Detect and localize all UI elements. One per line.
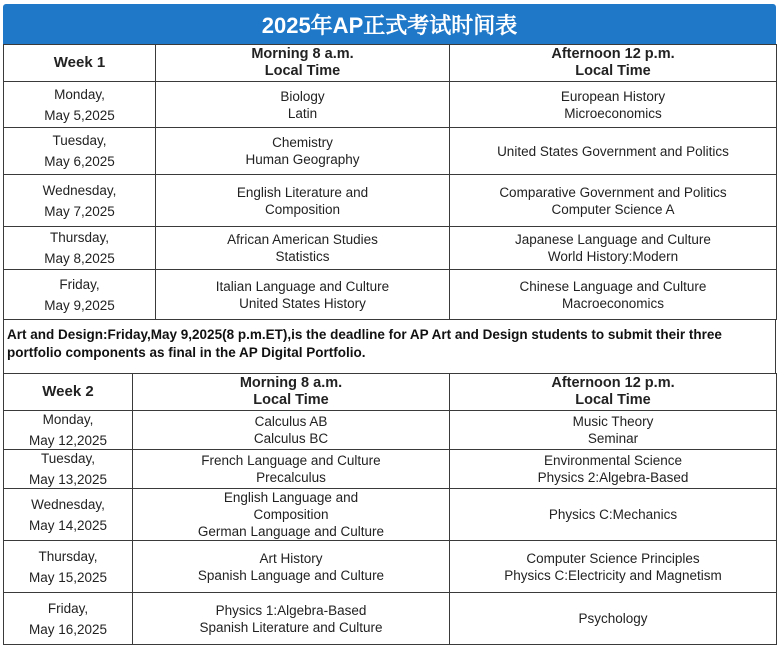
morning-exam-line: Italian Language and Culture <box>215 278 390 294</box>
exam-date-line: Friday, <box>47 600 89 616</box>
morning-exam-line: Spanish Language and Culture <box>197 567 385 583</box>
morning-exam-line: Calculus BC <box>253 431 329 446</box>
exam-date-line: Wednesday, <box>31 496 105 512</box>
afternoon-exam-line: Physics 2:Algebra-Based <box>537 470 689 485</box>
afternoon-exams-cell <box>450 82 777 128</box>
week1-label <box>4 45 156 82</box>
exam-date-line: May 9,2025 <box>44 297 115 313</box>
afternoon-exam-line: Seminar <box>587 431 639 446</box>
morning-exams-cell <box>156 128 450 175</box>
morning-exams-cell <box>156 270 450 320</box>
exam-date-cell <box>4 489 133 541</box>
morning-exam-line: Composition <box>264 201 341 217</box>
schedule-title: 2025年AP正式考试时间表 <box>3 4 776 44</box>
morning-exams-cell <box>133 593 450 645</box>
afternoon-exam-line: Computer Science A <box>551 201 675 217</box>
schedule-row <box>4 82 777 128</box>
week1-header-row <box>4 45 777 82</box>
exam-date-line: May 12,2025 <box>28 433 108 448</box>
afternoon-exam-line: Physics C:Mechanics <box>548 507 678 522</box>
afternoon-header <box>450 374 777 411</box>
afternoon-exams-cell <box>450 411 777 450</box>
afternoon-exams-cell <box>450 227 777 270</box>
afternoon-exam-line: Physics C:Electricity and Magnetism <box>504 567 722 583</box>
art-design-deadline-note: Art and Design:Friday,May 9,2025(8 p.m.ET),is the deadline for AP Art and Design students to submit their three portfolio components as final in the AP Digital Portfolio. <box>3 319 776 373</box>
schedule-row <box>4 541 777 593</box>
afternoon-header-line: Local Time <box>575 392 651 408</box>
exam-date-line: May 6,2025 <box>44 154 115 169</box>
week1-table <box>3 44 777 320</box>
morning-exam-line: English Language and <box>223 490 359 505</box>
morning-exams-cell <box>156 82 450 128</box>
morning-header-line: Local Time <box>264 63 341 79</box>
afternoon-exam-line: Computer Science Principles <box>526 550 700 566</box>
afternoon-exam-line: Microeconomics <box>564 105 662 121</box>
afternoon-exams-cell <box>450 270 777 320</box>
morning-header-line: Local Time <box>253 392 329 408</box>
morning-exam-line: Latin <box>287 105 318 121</box>
exam-date-cell <box>4 82 156 128</box>
morning-exam-line: United States History <box>239 295 366 311</box>
morning-exams-cell <box>133 489 450 541</box>
exam-date-cell <box>4 450 133 489</box>
morning-exams-cell <box>133 541 450 593</box>
morning-exam-line: English Literature and <box>236 184 369 200</box>
exam-date-line: May 15,2025 <box>28 569 108 585</box>
afternoon-exam-line: Japanese Language and Culture <box>515 232 711 247</box>
morning-header-line: Morning 8 a.m. <box>251 46 354 62</box>
exam-date-line: Wednesday, <box>42 182 117 198</box>
exam-date-line: May 14,2025 <box>28 517 108 533</box>
afternoon-exams-cell <box>450 175 777 227</box>
afternoon-exams-cell <box>450 541 777 593</box>
exam-date-cell <box>4 175 156 227</box>
morning-exam-line: Composition <box>253 507 329 522</box>
exam-date-cell <box>4 593 133 645</box>
exam-date-line: Tuesday, <box>40 451 96 466</box>
week2-label <box>4 374 133 411</box>
exam-date-line: Thursday, <box>49 230 110 245</box>
morning-exam-line: Chemistry <box>272 135 333 150</box>
morning-exams-cell <box>133 411 450 450</box>
exam-date-line: May 16,2025 <box>28 621 108 637</box>
morning-header-line: Morning 8 a.m. <box>239 375 343 391</box>
morning-exam-line: Calculus AB <box>254 414 328 429</box>
afternoon-header <box>450 45 777 82</box>
morning-exam-line: French Language and Culture <box>201 453 381 468</box>
exam-date-cell <box>4 270 156 320</box>
week-label: Week 1 <box>53 54 106 71</box>
afternoon-header-line: Afternoon 12 p.m. <box>551 375 675 391</box>
exam-date-line: May 13,2025 <box>28 472 108 487</box>
exam-date-cell <box>4 227 156 270</box>
morning-exam-line: Human Geography <box>245 152 360 167</box>
morning-exam-line: German Language and Culture <box>197 524 385 539</box>
schedule-row <box>4 489 777 541</box>
afternoon-header-line: Local Time <box>575 63 651 79</box>
exam-date-line: May 5,2025 <box>44 107 115 123</box>
exam-date-line: Monday, <box>42 412 94 427</box>
exam-date-line: Thursday, <box>38 548 98 564</box>
afternoon-exam-line: Psychology <box>578 611 648 626</box>
afternoon-exam-line: Environmental Science <box>543 453 683 468</box>
morning-exam-line: Precalculus <box>256 470 326 485</box>
exam-date-line: May 8,2025 <box>44 251 115 266</box>
morning-exams-cell <box>156 175 450 227</box>
morning-exam-line: Biology <box>280 88 325 104</box>
afternoon-exams-cell <box>450 128 777 175</box>
afternoon-exam-line: United States Government and Politics <box>497 143 729 159</box>
schedule-row <box>4 270 777 320</box>
schedule-row <box>4 450 777 489</box>
morning-exam-line: Statistics <box>275 249 330 264</box>
schedule-row <box>4 175 777 227</box>
afternoon-header-line: Afternoon 12 p.m. <box>551 46 675 62</box>
schedule-row <box>4 128 777 175</box>
morning-exam-line: African American Studies <box>227 232 378 247</box>
schedule-row <box>4 411 777 450</box>
morning-exams-cell <box>156 227 450 270</box>
exam-date-cell <box>4 541 133 593</box>
afternoon-exams-cell <box>450 593 777 645</box>
week2-table <box>3 373 777 645</box>
afternoon-exam-line: Chinese Language and Culture <box>519 278 707 294</box>
week2-header-row <box>4 374 777 411</box>
afternoon-exam-line: Macroeconomics <box>561 295 665 311</box>
afternoon-exam-line: Comparative Government and Politics <box>499 184 727 200</box>
morning-header <box>133 374 450 411</box>
morning-exam-line: Spanish Literature and Culture <box>199 619 383 635</box>
exam-date-line: Monday, <box>54 86 105 102</box>
exam-date-cell <box>4 411 133 450</box>
afternoon-exam-line: World History:Modern <box>547 249 679 264</box>
exam-date-cell <box>4 128 156 175</box>
week-label: Week 2 <box>42 383 94 400</box>
afternoon-exams-cell <box>450 450 777 489</box>
afternoon-exams-cell <box>450 489 777 541</box>
exam-date-line: Friday, <box>59 276 100 292</box>
afternoon-exam-line: European History <box>560 88 666 104</box>
morning-header <box>156 45 450 82</box>
afternoon-exam-line: Music Theory <box>572 414 654 429</box>
morning-exam-line: Physics 1:Algebra-Based <box>215 602 367 618</box>
morning-exam-line: Art History <box>259 550 323 566</box>
schedule-row <box>4 227 777 270</box>
schedule-row <box>4 593 777 645</box>
morning-exams-cell <box>133 450 450 489</box>
exam-date-line: May 7,2025 <box>44 203 115 219</box>
exam-date-line: Tuesday, <box>52 133 107 148</box>
